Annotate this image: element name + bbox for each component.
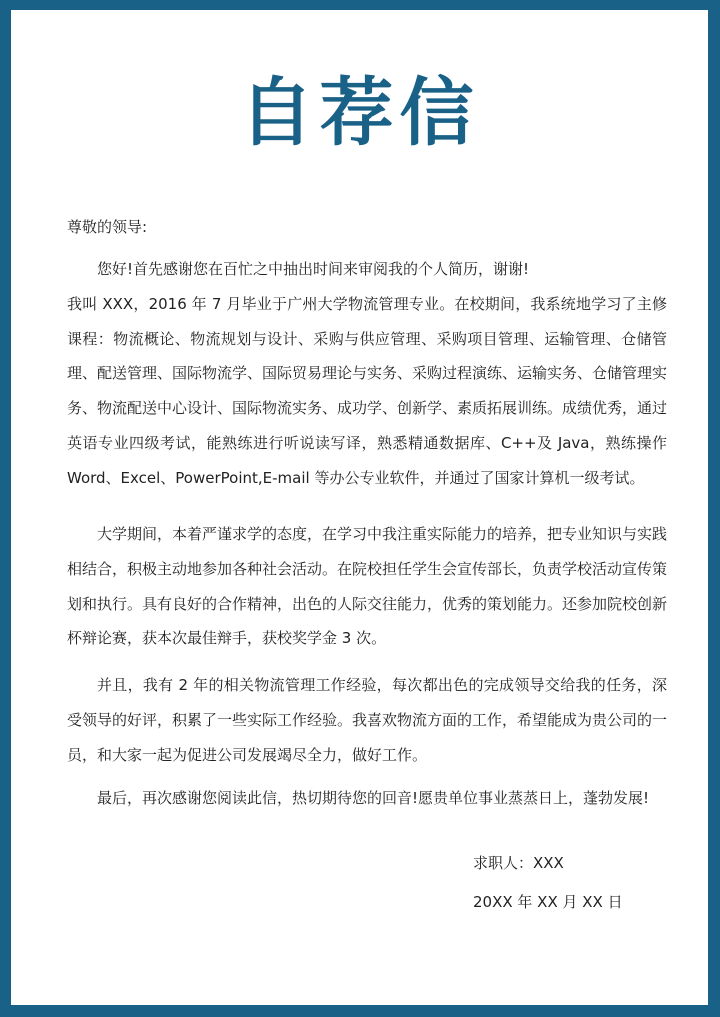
salutation: 尊敬的领导: (67, 218, 148, 236)
paragraph-university: 大学期间，本着严谨求学的态度，在学习中我注重实际能力的培养，把专业知识与实践相结合，积极主动地参加各种社会活动。在院校担任学生会宣传部长，负责学校活动宣传策划和执行。具有良好的合作精神，出色的人际交往能力，优秀的策划能力。还参加院校创新杯辩论赛，获本次最佳辩手，获校奖学金 3 次。 (67, 525, 668, 648)
paragraph-experience: 并且，我有 2 年的相关物流管理工作经验，每次都出色的完成领导交给我的任务，深受领导的好评，积累了一些实际工作经验。我喜欢物流方面的工作，希望能成为贵公司的一员，和大家一起为促进公司发展竭尽全力，做好工作。 (67, 676, 668, 764)
paragraph-block-intro (67, 252, 667, 496)
signature-applicant: 求职人：XXX (473, 854, 564, 872)
paragraph-block-university (67, 517, 667, 656)
paragraph-closing: 最后，再次感谢您阅读此信，热切期待您的回音!愿贵单位事业蒸蒸日上，蓬勃发展! (97, 789, 650, 807)
paragraph-block-closing (67, 781, 667, 816)
letter-page (11, 10, 708, 1005)
paragraph-intro: 我叫 XXX，2016 年 7 月毕业于广州大学物流管理专业。在校期间，我系统地学习了主修课程：物流概论、物流规划与设计、采购与供应管理、采购项目管理、运输管理、仓储管理、配送管理、国际物流学、国际贸易理论与实务、采购过程演练、运输实务、仓储管理实务、物流配送中心设计、国际物流实务、成功学、创新学、素质拓展训练。成绩优秀，通过英语专业四级考试，能熟练进行听说读写译，熟悉精通数据库、C++及 Java，熟练操作 Word、Excel、PowerPoint,E-mail 等办公专业软件，并通过了国家计算机一级考试。 (67, 294, 668, 487)
signature-date: 20XX 年 XX 月 XX 日 (473, 893, 623, 911)
paragraph-block-experience (67, 668, 667, 772)
paragraph-greeting: 您好!首先感谢您在百忙之中抽出时间来审阅我的个人简历，谢谢! (97, 260, 530, 278)
page-title: 自荐信 (239, 70, 480, 156)
